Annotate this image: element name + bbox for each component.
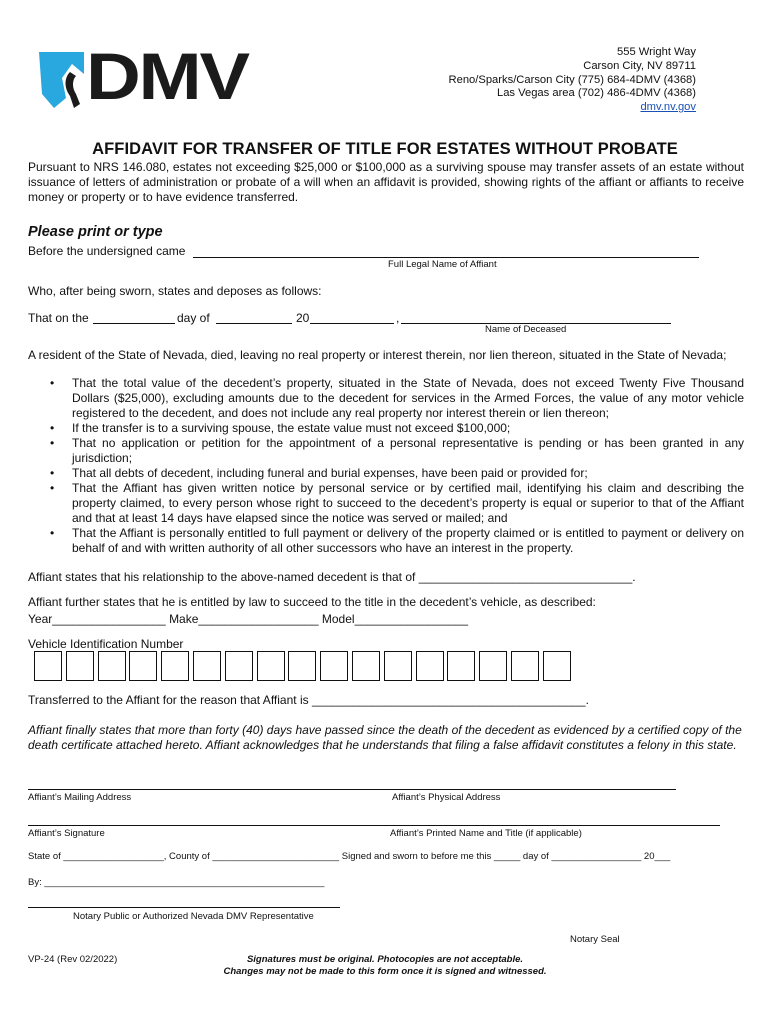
by-line[interactable]: By: _____________________________________________________ (28, 877, 325, 888)
sworn-statement: Who, after being sworn, states and deposes as follows: (28, 284, 322, 298)
year-prefix: 20 (296, 311, 310, 325)
vin-char-box[interactable] (288, 651, 316, 681)
vin-char-box[interactable] (66, 651, 94, 681)
vin-char-box[interactable] (352, 651, 380, 681)
vin-char-box[interactable] (447, 651, 475, 681)
before-label: Before the undersigned came (28, 244, 186, 258)
signature-caption: Affiant’s Signature (28, 828, 105, 839)
printed-name-caption: Affiant’s Printed Name and Title (if applicable) (390, 828, 582, 839)
vin-char-box[interactable] (511, 651, 539, 681)
vin-char-box[interactable] (543, 651, 571, 681)
list-item: • That no application or petition for the appointment of a personal representative is pending or has been granted in any jurisdiction; (28, 436, 744, 466)
conditions-list (28, 376, 744, 556)
list-item: • That all debts of decedent, including funeral and burial expenses, have been paid or provided for; (28, 466, 744, 481)
vin-char-box[interactable] (129, 651, 157, 681)
deceased-caption: Name of Deceased (485, 324, 567, 335)
vehicle-description-row (28, 612, 468, 626)
vin-char-box[interactable] (193, 651, 221, 681)
affiant-name-field[interactable] (193, 257, 699, 258)
year-label: Year (28, 612, 53, 626)
succeed-statement: Affiant further states that he is entitled by law to succeed to the title in the decedent’s vehicle, as described: (28, 595, 596, 609)
final-statement: Affiant finally states that more than forty (40) days have passed since the death of the decedent as evidenced by a certified copy of the death certificate attached hereto. Affiant acknowledges that he understands that filing a false affidavit constitutes a felony in this state. (28, 723, 742, 752)
list-item: • That the Affiant has given written notice by personal service or by certified mail, identifying his claim and describing the property claimed, to every person whose right to succeed to the decedent’s property is equal or superior to that of the Affiant and that at least 14 days have elapsed since the notice was served or mailed; and (28, 481, 744, 526)
dmv-logo (36, 39, 248, 114)
reason-statement (28, 693, 589, 707)
dmv-address-block (449, 46, 696, 115)
list-item: • That the Affiant is personally entitled to full payment or delivery of the property claimed or is entitled to payment or delivery on behalf of and with written authority of all other successors who have an interest in the property. (28, 526, 744, 556)
vin-char-box[interactable] (34, 651, 62, 681)
make-label: Make (169, 612, 199, 626)
address-line: 555 Wright Way (617, 46, 696, 58)
footer-note-1: Signatures must be original. Photocopies are not acceptable. (246, 954, 524, 965)
vin-label: Vehicle Identification Number (28, 637, 184, 651)
vehicle-make-field[interactable]: __________________ (198, 612, 319, 626)
list-item: • That the total value of the decedent’s property, situated in the State of Nevada, does not exceed Twenty Five Thousand Dollars ($25,000), excluding amounts due to the decedent for services in the Armed Forces, the value of any motor vehicle registered to the decedent, and does not include any real property nor interest therein or lien thereon; (28, 376, 744, 421)
vin-char-box[interactable] (320, 651, 348, 681)
vin-char-box[interactable] (416, 651, 444, 681)
vin-char-box[interactable] (384, 651, 412, 681)
address-line: Las Vegas area (702) 486-4DMV (4368) (496, 87, 696, 100)
day-of-label: day of (177, 311, 210, 325)
reason-field[interactable]: _________________________________________. (311, 693, 589, 707)
vin-char-box[interactable] (161, 651, 189, 681)
notary-jurat-line[interactable]: State of ___________________, County of ________________________ Signed and sworn to before me this _____ day of _________________ 20___ (28, 851, 671, 862)
notary-signature-field[interactable] (28, 907, 340, 908)
vehicle-model-field[interactable]: _________________ (354, 612, 469, 626)
vin-char-box[interactable] (257, 651, 285, 681)
address-line-field[interactable] (28, 789, 676, 790)
relationship-field[interactable]: ________________________________. (418, 570, 636, 584)
footer-note-2: Changes may not be made to this form once it is signed and witnessed. (223, 966, 547, 977)
logo-text: DMV (86, 39, 248, 113)
resident-statement: A resident of the State of Nevada, died, leaving no real property or interest therein, nor lien thereon, situated in the State of Nevada; (28, 348, 727, 362)
that-on-label: That on the (28, 311, 89, 325)
form-title: AFFIDAVIT FOR TRANSFER OF TITLE FOR ESTATES WITHOUT PROBATE (92, 140, 678, 158)
notary-seal-label: Notary Seal (570, 934, 620, 945)
list-item: • If the transfer is to a surviving spouse, the estate value must not exceed $100,000; (28, 421, 744, 436)
print-heading: Please print or type (28, 224, 163, 240)
comma: , (396, 311, 400, 325)
address-line: Carson City, NV 89711 (583, 59, 696, 72)
address-line: Reno/Sparks/Carson City (775) 684-4DMV (4368) (448, 73, 696, 86)
mailing-address-caption: Affiant’s Mailing Address (28, 792, 132, 803)
year-field[interactable] (310, 323, 394, 324)
affiant-name-caption: Full Legal Name of Affiant (388, 259, 497, 270)
vehicle-year-field[interactable]: _________________ (52, 612, 166, 626)
vin-char-box[interactable] (479, 651, 507, 681)
form-number: VP-24 (Rev 02/2022) (28, 954, 118, 965)
notary-caption: Notary Public or Authorized Nevada DMV Representative (73, 911, 314, 922)
relationship-label: Affiant states that his relationship to the above-named decedent is that of (28, 570, 416, 584)
month-field[interactable] (216, 323, 292, 324)
day-field[interactable] (93, 323, 175, 324)
relationship-statement (28, 570, 636, 584)
website-link[interactable]: dmv.nv.gov (640, 101, 696, 114)
model-label: Model (321, 612, 355, 626)
signature-line-field[interactable] (28, 825, 720, 826)
vin-char-box[interactable] (225, 651, 253, 681)
vin-char-box[interactable] (98, 651, 126, 681)
intro-paragraph: Pursuant to NRS 146.080, estates not exceeding $25,000 or $100,000 as a surviving spouse may transfer assets of an estate without issuance of letters of administration or probate of a will when an affidavit is provided, showing rights of the affiant or affiants to receive money or property or to have evidence transferred. (28, 160, 744, 204)
reason-label: Transferred to the Affiant for the reason that Affiant is (28, 693, 309, 707)
physical-address-caption: Affiant’s Physical Address (392, 792, 501, 803)
